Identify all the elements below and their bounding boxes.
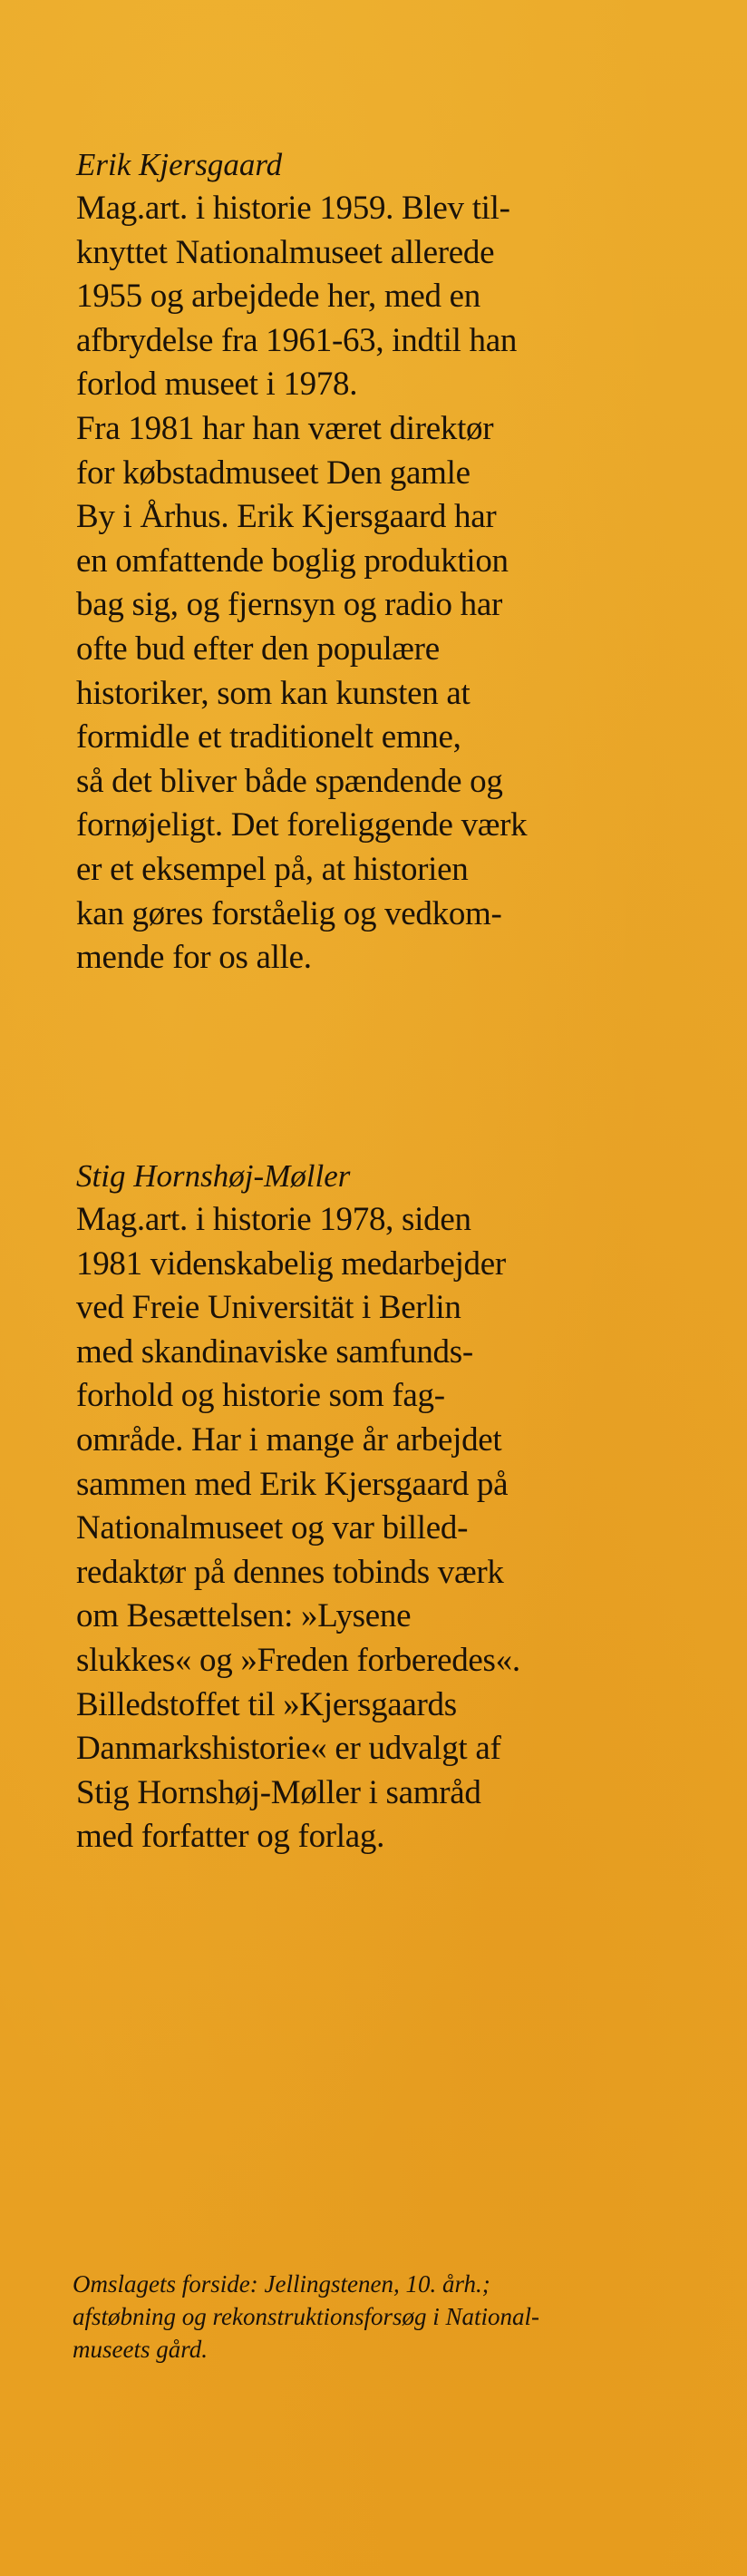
- bio-line: så det bliver både spændende og: [76, 762, 503, 800]
- bio-line: 1981 videnskabelig medarbejder: [76, 1244, 506, 1283]
- bio-text: [76, 1198, 711, 1859]
- bio-line: formidle et traditionelt emne,: [76, 718, 461, 756]
- bio-line: er et eksempel på, at historien: [76, 850, 469, 888]
- bio-line: redaktør på dennes tobinds værk: [76, 1553, 504, 1591]
- bio-line: Mag.art. i historie 1978, siden: [76, 1201, 471, 1238]
- bio-line: forhold og historie som fag-: [76, 1377, 445, 1415]
- caption-line: museets gård.: [73, 2336, 208, 2363]
- bio-line: Fra 1981 har han været direktør: [76, 409, 494, 447]
- bio-line: Billedstoffet til »Kjersgaards: [76, 1685, 457, 1723]
- bio-line: ved Freie Universität i Berlin: [76, 1289, 461, 1327]
- bio-line: sammen med Erik Kjersgaard på: [76, 1465, 509, 1503]
- bio-line: Danmarkshistorie« er udvalgt af: [76, 1730, 501, 1768]
- bio-line: By i Århus. Erik Kjersgaard har: [76, 498, 497, 536]
- bio-line: område. Har i mange år arbejdet: [76, 1420, 502, 1459]
- author-bio-erik-kjersgaard: [76, 143, 711, 981]
- author-name: Erik Kjersgaard: [76, 147, 283, 182]
- bio-line: Mag.art. i historie 1959. Blev til-: [76, 190, 510, 227]
- bio-line: knyttet Nationalmuseet allerede: [76, 233, 495, 271]
- author-name: Stig Hornshøj-Møller: [76, 1158, 351, 1194]
- bio-line: fornøjeligt. Det foreliggende værk: [76, 806, 528, 844]
- bio-line: bag sig, og fjernsyn og radio har: [76, 586, 502, 624]
- bio-line: med forfatter og forlag.: [76, 1818, 385, 1856]
- bio-text: [76, 187, 711, 981]
- bio-line: for købstadmuseet Den gamle: [76, 454, 471, 492]
- bio-line: mende for os alle.: [76, 939, 312, 977]
- bio-line: kan gøres forståelig og vedkom-: [76, 894, 502, 932]
- bio-line: ofte bud efter den populære: [76, 629, 440, 668]
- bio-line: slukkes« og »Freden forberedes«.: [76, 1641, 520, 1679]
- bio-line: Nationalmuseet og var billed-: [76, 1509, 469, 1547]
- caption-line: afstøbning og rekonstruktionsforsøg i National-: [73, 2303, 540, 2330]
- author-bio-stig-hornshoj-moller: [76, 1155, 711, 1859]
- bio-line: om Besættelsen: »Lysene: [76, 1597, 412, 1635]
- bio-line: med skandinaviske samfunds-: [76, 1332, 473, 1371]
- bio-line: historiker, som kan kunsten at: [76, 674, 471, 712]
- bio-line: forlod museet i 1978.: [76, 366, 358, 404]
- bio-line: Stig Hornshøj-Møller i samråd: [76, 1773, 481, 1811]
- bio-line: afbrydelse fra 1961-63, indtil han: [76, 321, 518, 359]
- bio-line: en omfattende boglig produktion: [76, 542, 509, 580]
- caption-line: Omslagets forside: Jellingstenen, 10. årh.;: [73, 2270, 490, 2298]
- cover-caption: [73, 2268, 689, 2366]
- bio-line: 1955 og arbejdede her, med en: [76, 278, 480, 316]
